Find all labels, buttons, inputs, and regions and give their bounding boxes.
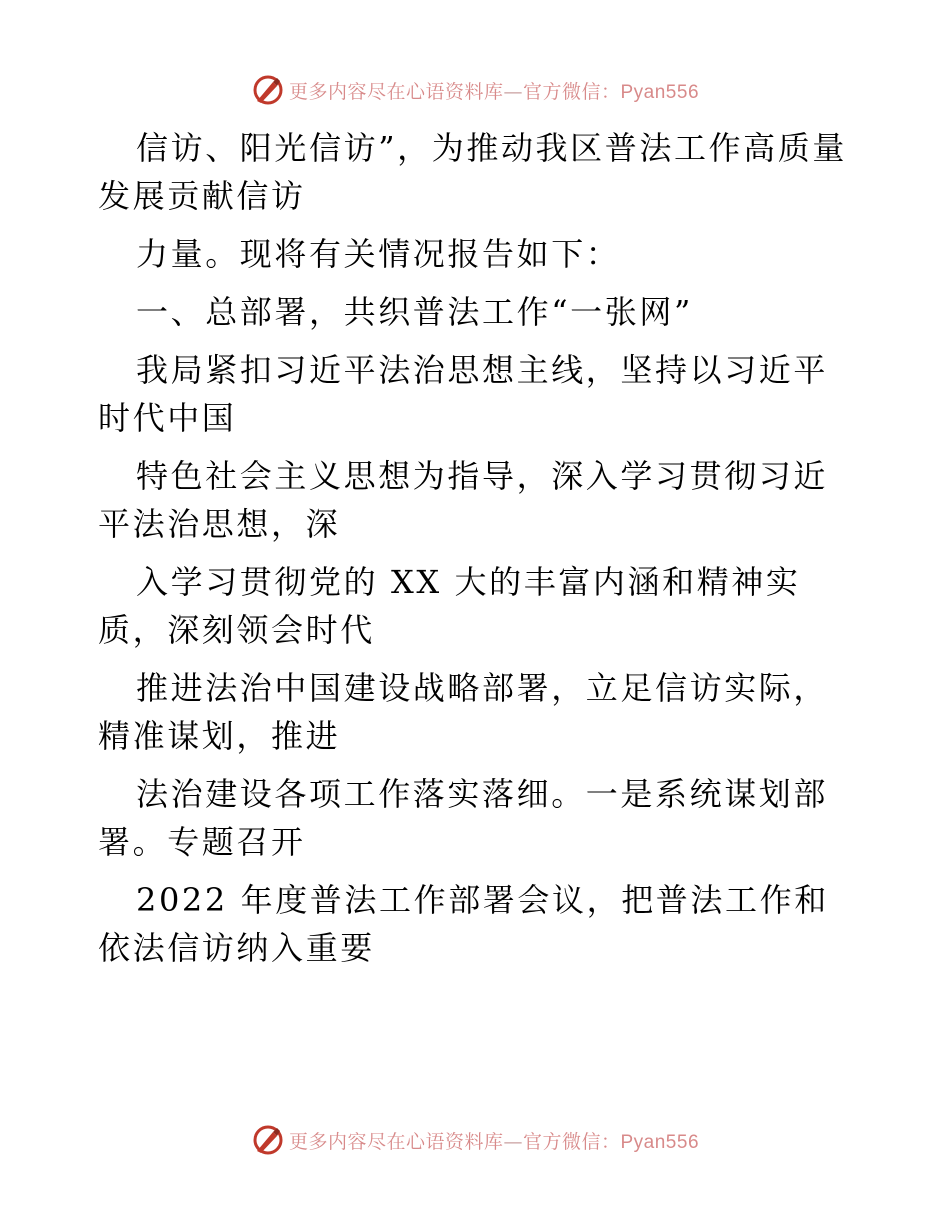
paragraph: 一、总部署，共织普法工作“一张网” xyxy=(136,293,693,331)
header-watermark xyxy=(0,70,950,110)
header-brand-text: 更多内容尽在心语资料库 xyxy=(288,80,504,103)
header-contact-label: 官方微信： xyxy=(522,80,621,103)
header-contact-id: Pyan556 xyxy=(620,81,700,103)
footer-watermark-text xyxy=(289,1127,699,1154)
footer-brand-text: 更多内容尽在心语资料库 xyxy=(288,1130,504,1153)
document-body xyxy=(98,124,858,982)
paragraph: 入学习贯彻党的 XX 大的丰富内涵和精神实质，深刻领会时代 xyxy=(98,563,801,649)
footer-watermark xyxy=(0,1120,950,1160)
pen-logo-icon xyxy=(251,73,285,107)
footer-separator: — xyxy=(503,1130,523,1153)
footer-contact-id: Pyan556 xyxy=(620,1131,700,1153)
paragraph: 推进法治中国建设战略部署，立足信访实际，精准谋划，推进 xyxy=(98,669,829,755)
paragraph: 信访、阳光信访”，为推动我区普法工作高质量发展贡献信访 xyxy=(98,129,847,215)
paragraph: 我局紧扣习近平法治思想主线，坚持以习近平时代中国 xyxy=(98,351,829,437)
header-watermark-text xyxy=(289,77,699,104)
footer-contact-label: 官方微信： xyxy=(522,1130,621,1153)
paragraph: 2022 年度普法工作部署会议，把普法工作和依法信访纳入重要 xyxy=(98,881,829,967)
paragraph: 法治建设各项工作落实落细。一是系统谋划部署。专题召开 xyxy=(98,775,829,861)
pen-logo-icon xyxy=(251,1123,285,1157)
paragraph: 力量。现将有关情况报告如下： xyxy=(136,235,621,273)
paragraph: 特色社会主义思想为指导，深入学习贯彻习近平法治思想，深 xyxy=(98,457,829,543)
header-separator: — xyxy=(503,80,523,103)
